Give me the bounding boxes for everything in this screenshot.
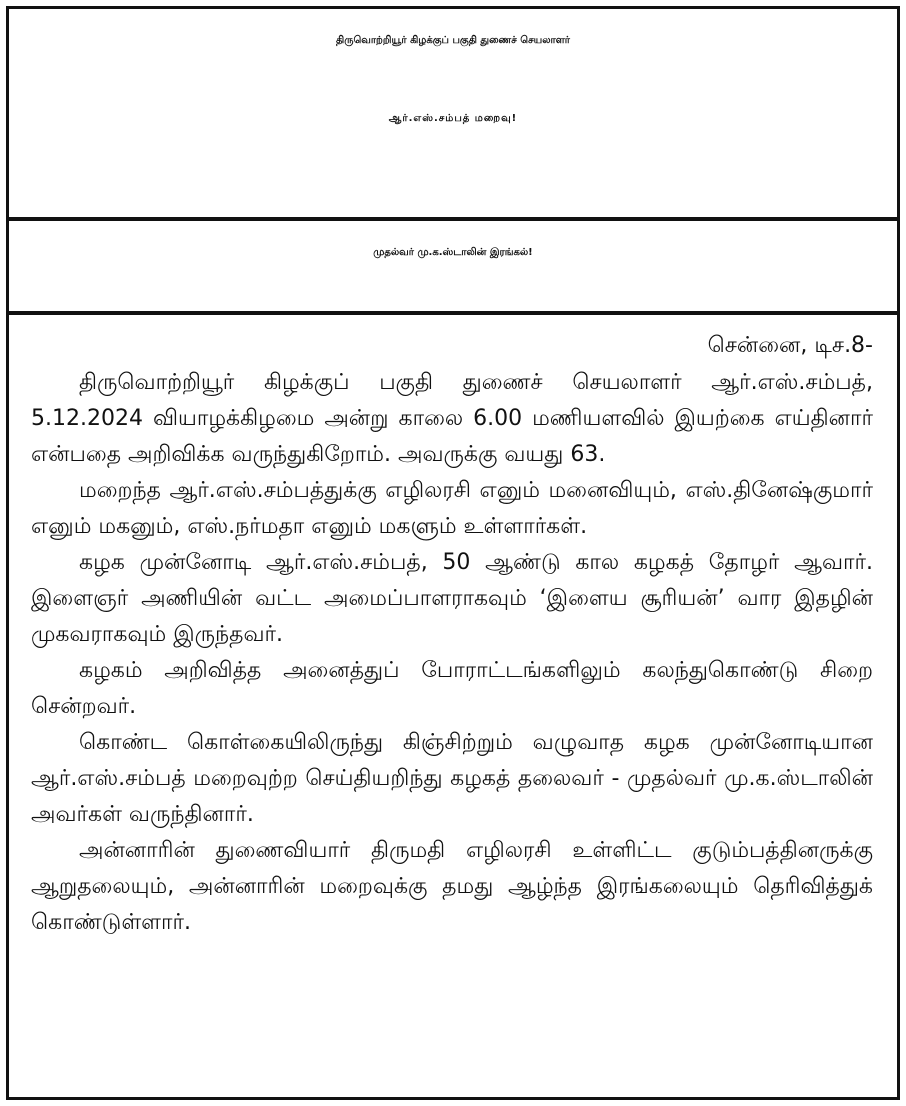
article-paragraph: அன்னாரின் துணைவியார் திருமதி எழிலரசி உள்ளிட்ட குடும்பத்தினருக்கு ஆறுதலையும், அன்னாரின் மறைவுக்கு தமது ஆழ்ந்த இரங்கலையும் தெரிவித்துக் கொண்டுள்ளார். [31,838,873,935]
article-text [31,365,873,941]
article-paragraph: கழகம் அறிவித்த அனைத்துப் போராட்டங்களிலும் கலந்துகொண்டு சிறை சென்றவர். [31,658,873,719]
headline-box [9,9,897,221]
article-body [9,319,897,1097]
subheadline-box [9,225,897,315]
dateline: சென்னை, டிச.8- [707,333,873,358]
subheadline: முதல்வர் மு.க.ஸ்டாலின் இரங்கல்! [373,247,533,258]
article-paragraph: மறைந்த ஆர்.எஸ்.சம்பத்துக்கு எழிலரசி எனும் மனைவியும், எஸ்.தினேஷ்குமார் எனும் மகனும், எஸ்.நர்மதா எனும் மகளும் உள்ளார்கள். [31,478,873,539]
kicker-title: திருவொற்றியூர் கிழக்குப் பகுதி துணைச் செயலாளர் [336,35,570,46]
article-paragraph: கொண்ட கொள்கையிலிருந்து கிஞ்சிற்றும் வழுவாத கழக முன்னோடியான ஆர்.எஸ்.சம்பத் மறைவுற்ற செய்தியறிந்து கழகத் தலைவர் - முதல்வர் மு.க.ஸ்டாலின் அவர்கள் வருந்தினார். [31,730,873,827]
news-clipping [6,6,900,1100]
main-headline: ஆர்.எஸ்.சம்பத் மறைவு! [388,113,518,124]
article-paragraph: கழக முன்னோடி ஆர்.எஸ்.சம்பத், 50 ஆண்டு கால கழகத் தோழர் ஆவார். இளைஞர் அணியின் வட்ட அமைப்பாளராகவும் ‘இளைய சூரியன்’ வார இதழின் முகவராகவும் இருந்தவர். [31,550,873,647]
article-paragraph: திருவொற்றியூர் கிழக்குப் பகுதி துணைச் செயலாளர் ஆர்.எஸ்.சம்பத், 5.12.2024 வியாழக்கிழமை அன்று காலை 6.00 மணியளவில் இயற்கை எய்தினார் என்பதை அறிவிக்க வருந்துகிறோம். அவருக்கு வயது 63. [31,370,873,467]
